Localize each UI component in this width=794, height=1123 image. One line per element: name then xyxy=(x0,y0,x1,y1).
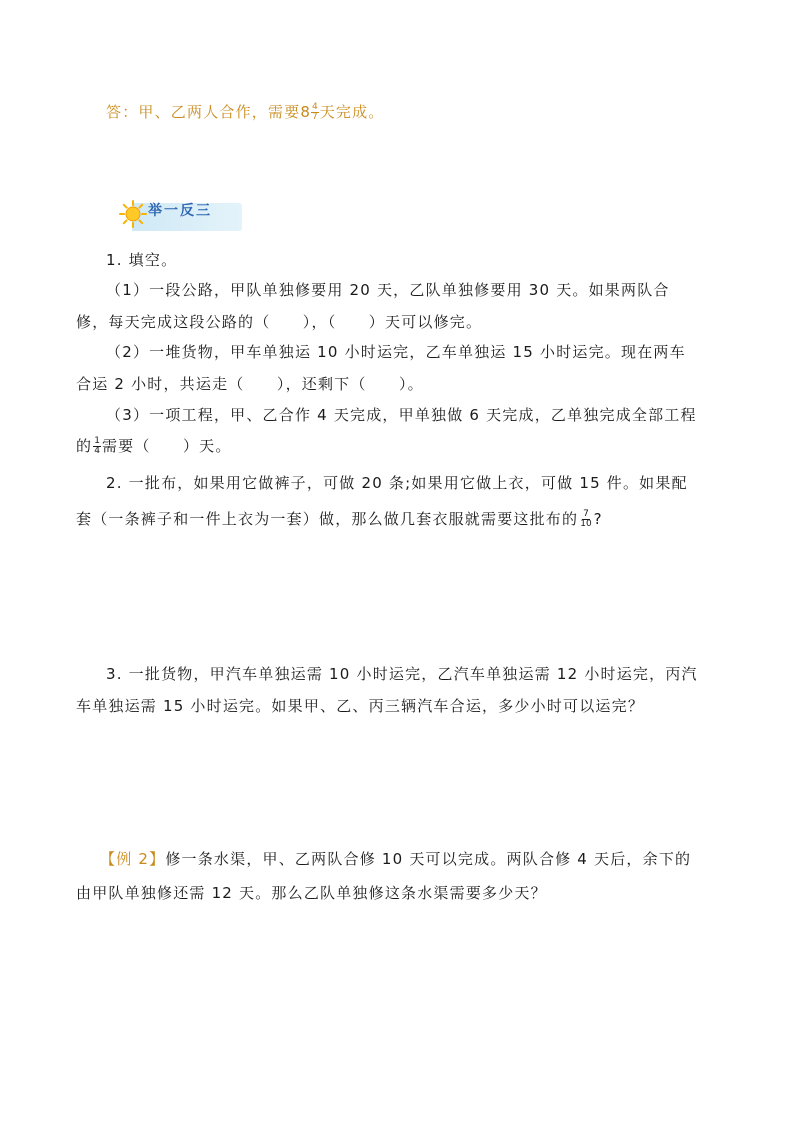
q1-part2-line1: （2）一堆货物，甲车单独运 10 小时运完，乙车单独运 15 小时运完。现在两车 xyxy=(106,343,686,361)
fraction-numerator: 4 xyxy=(311,102,318,112)
q1-title: 1. 填空。 xyxy=(106,251,178,269)
fraction-one-quarter xyxy=(93,437,101,456)
q1-part3-line1: （3）一项工程，甲、乙合作 4 天完成，甲单独做 6 天完成，乙单独完成全部工程 xyxy=(106,406,697,424)
section-banner xyxy=(118,195,242,235)
q1-part2-line2: 合运 2 小时，共运走（ ），还剩下（ ）。 xyxy=(76,375,424,393)
fraction-numerator: 7 xyxy=(583,509,589,519)
q3-line1: 3. 一批货物，甲汽车单独运需 10 小时运完，乙汽车单独运需 12 小时运完，丙汽 xyxy=(106,665,698,683)
fraction-denominator: 7 xyxy=(311,112,318,122)
example2-line2: 由甲队单独修还需 12 天。那么乙队单独修这条水渠需要多少天？ xyxy=(76,884,547,902)
mixed-number-fraction xyxy=(311,103,319,122)
q1-part1-line2: 修，每天完成这段公路的（ ），（ ）天可以修完。 xyxy=(76,313,483,331)
example2-text-line1: 修一条水渠，甲、乙两队合修 10 天可以完成。两队合修 4 天后，余下的 xyxy=(165,850,692,868)
answer-suffix: 天完成。 xyxy=(319,103,385,121)
answer-prefix: 答：甲、乙两人合作，需要 xyxy=(106,103,301,121)
q2-line2-suffix: ? xyxy=(593,510,603,528)
example2-label: 【例 2】 xyxy=(100,850,166,868)
fraction-denominator: 10 xyxy=(580,519,592,529)
q1-part3-suffix: 需要（ ）天。 xyxy=(101,437,232,455)
answer-line xyxy=(106,102,385,122)
q3-line2: 车单独运需 15 小时运完。如果甲、乙、丙三辆汽车合运，多少小时可以运完？ xyxy=(76,697,645,715)
q1-part3-line2 xyxy=(76,436,232,456)
example2-line1 xyxy=(100,849,691,869)
q1-part1-line1: （1）一段公路，甲队单独修要用 20 天，乙队单独修要用 30 天。如果两队合 xyxy=(106,281,670,299)
fraction-denominator: 4 xyxy=(94,446,100,456)
q2-line1: 2. 一批布，如果用它做裤子，可做 20 条;如果用它做上衣，可做 15 件。如果配 xyxy=(106,474,688,492)
q1-part3-prefix: 的 xyxy=(76,437,93,455)
fraction-numerator: 1 xyxy=(94,436,100,446)
fraction-seven-tenths xyxy=(579,510,592,529)
banner-title: 举一反三 xyxy=(148,203,212,219)
q2-line2 xyxy=(76,509,603,529)
sun-icon xyxy=(118,199,148,229)
mixed-number-whole: 8 xyxy=(300,103,310,121)
q2-line2-prefix: 套（一条裤子和一件上衣为一套）做，那么做几套衣服就需要这批布的 xyxy=(76,510,579,528)
